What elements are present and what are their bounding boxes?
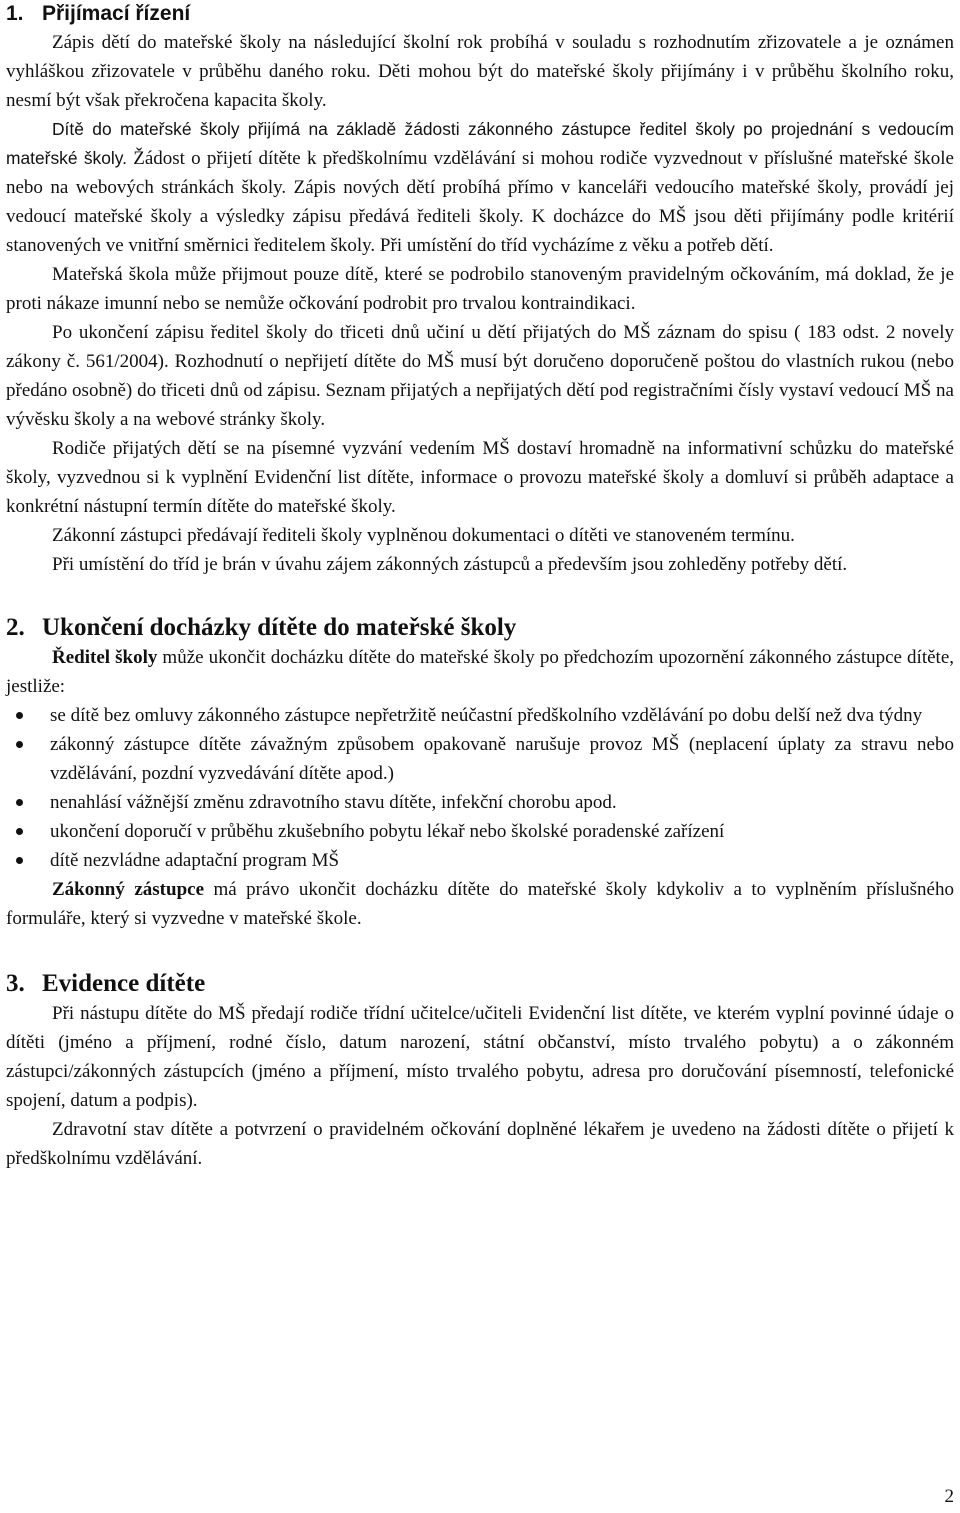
list-item: [6, 730, 954, 788]
section-2-outro: [6, 875, 954, 933]
list-item-text: dítě nezvládne adaptační program MŠ: [50, 850, 340, 871]
section-2-outro-rest: má právo ukončit docházku dítěte do mateřské školy kdykoliv a to vyplněním příslušného formuláře, který si vyzvedne v mateřské škole.: [6, 879, 954, 929]
bullet-icon: [16, 857, 23, 864]
section-1-paragraph-7: Při umístění do tříd je brán v úvahu zájem zákonných zástupců a především jsou zohleděny potřeby dětí.: [52, 554, 848, 575]
section-1-number: 1.: [6, 2, 24, 25]
section-3-heading: [6, 969, 954, 999]
section-1-title: Přijímací řízení: [42, 2, 191, 25]
list-item: [6, 701, 954, 730]
list-item: [6, 788, 954, 817]
section-1-paragraph-5: Rodiče přijatých dětí se na písemné vyzvání vedením MŠ dostaví hromadně na informativní schůzku do mateřské školy, vyzvednou si k vyplnění Evidenční list dítěte, informace o provozu mateřské školy a domluví si průběh adaptace a konkrétní nástupní termín dítěte do mateřské školy.: [6, 438, 954, 517]
bullet-icon: [16, 828, 23, 835]
section-2-intro: [6, 643, 954, 701]
section-2-outro-bold: Zákonný zástupce: [52, 879, 204, 900]
section-3-number: 3.: [6, 970, 25, 997]
section-3-title: Evidence dítěte: [42, 970, 206, 997]
list-item-text: nenahlásí vážnější změnu zdravotního stavu dítěte, infekční chorobu apod.: [50, 792, 617, 813]
section-1-paragraph-1: Zápis dětí do mateřské školy na následující školní rok probíhá v souladu s rozhodnutím zřizovatele a je oznámen vyhláškou zřizovatele v průběhu daného roku. Děti mohou být do mateřské školy přijímány i v průběhu školního roku, nesmí být však překročena kapacita školy.: [6, 32, 954, 111]
page-number: 2: [944, 1486, 954, 1507]
section-3-paragraph-2: Zdravotní stav dítěte a potvrzení o pravidelném očkování doplněné lékařem je uvedeno na žádosti dítěte o přijetí k předškolnímu vzdělávání.: [6, 1119, 954, 1169]
list-item-text: zákonný zástupce dítěte závažným způsobem opakovaně narušuje provoz MŠ (neplacení úplaty za stravu nebo vzdělávání, pozdní vyzvedávání dítěte apod.): [50, 734, 954, 784]
section-1-paragraph-3: Mateřská škola může přijmout pouze dítě, které se podrobilo stanoveným pravidelným očkováním, má doklad, že je proti nákaze imunní nebo se nemůže očkování podrobit pro trvalou kontraindikaci.: [6, 264, 954, 314]
section-2-intro-rest: může ukončit docházku dítěte do mateřské školy po předchozím upozornění zákonného zástupce dítěte, jestliže:: [6, 647, 955, 697]
section-2-intro-bold: Ředitel školy: [52, 647, 158, 668]
section-2-conditions-list: [6, 701, 954, 875]
document-page: [6, 0, 954, 1173]
section-1-paragraph-2: [6, 115, 954, 260]
list-item: [6, 817, 954, 846]
section-1-heading: [6, 0, 954, 28]
section-1-paragraph-2-sans-part: Dítě do mateřské školy přijímá na základě žádosti zákonného zástupce ředitel školy po projednání s vedoucím mateřské školy.: [6, 119, 954, 168]
section-2-title: Ukončení docházky dítěte do mateřské školy: [42, 614, 517, 641]
list-item-text: se dítě bez omluvy zákonného zástupce nepřetržitě neúčastní předškolního vzdělávání po dobu delší než dva týdny: [50, 705, 923, 726]
section-1-paragraph-4: Po ukončení zápisu ředitel školy do třiceti dnů učiní u dětí přijatých do MŠ záznam do spisu ( 183 odst. 2 novely zákony č. 561/2004). Rozhodnutí o nepřijetí dítěte do MŠ musí být doručeno doporučeně poštou do vlastních rukou (nebo předáno osobně) do třiceti dnů od zápisu. Seznam přijatých a nepřijatých dětí pod registračními čísly vystaví vedoucí MŠ na vývěsku školy a na webové stránky školy.: [6, 322, 954, 430]
list-item-text: ukončení doporučí v průběhu zkušebního pobytu lékař nebo školské poradenské zařízení: [50, 821, 725, 842]
list-item: [6, 846, 954, 875]
bullet-icon: [16, 799, 23, 806]
bullet-icon: [16, 741, 23, 748]
bullet-icon: [16, 712, 23, 719]
section-3-paragraph-1: Při nástupu dítěte do MŠ předají rodiče třídní učitelce/učiteli Evidenční list dítěte, ve kterém vyplní povinné údaje o dítěti (jméno a příjmení, rodné číslo, datum narození, státní občanství, místo trvalého pobytu) a o zákonném zástupci/zákonných zástupcích (jméno a příjmení, místo trvalého pobytu, adresa pro doručování písemností, telefonické spojení, datum a podpis).: [6, 1003, 954, 1111]
section-1-paragraph-6: Zákonní zástupci předávají řediteli školy vyplněnou dokumentaci o dítěti ve stanoveném termínu.: [52, 525, 795, 546]
section-2-number: 2.: [6, 614, 25, 641]
section-1-paragraph-2-rest: Žádost o přijetí dítěte k předškolnímu vzdělávání si mohou rodiče vyzvednout v příslušné mateřské škole nebo na webových stránkách školy. Zápis nových dětí probíhá přímo v kanceláři vedoucího mateřské školy, provádí jej vedoucí mateřské školy a výsledky zápisu předává řediteli školy. K docházce do MŠ jsou děti přijímány podle kritérií stanovených ve vnitřní směrnici ředitelem školy. Při umístění do tříd vycházíme z věku a potřeb dětí.: [6, 148, 954, 256]
section-2-heading: [6, 613, 954, 643]
